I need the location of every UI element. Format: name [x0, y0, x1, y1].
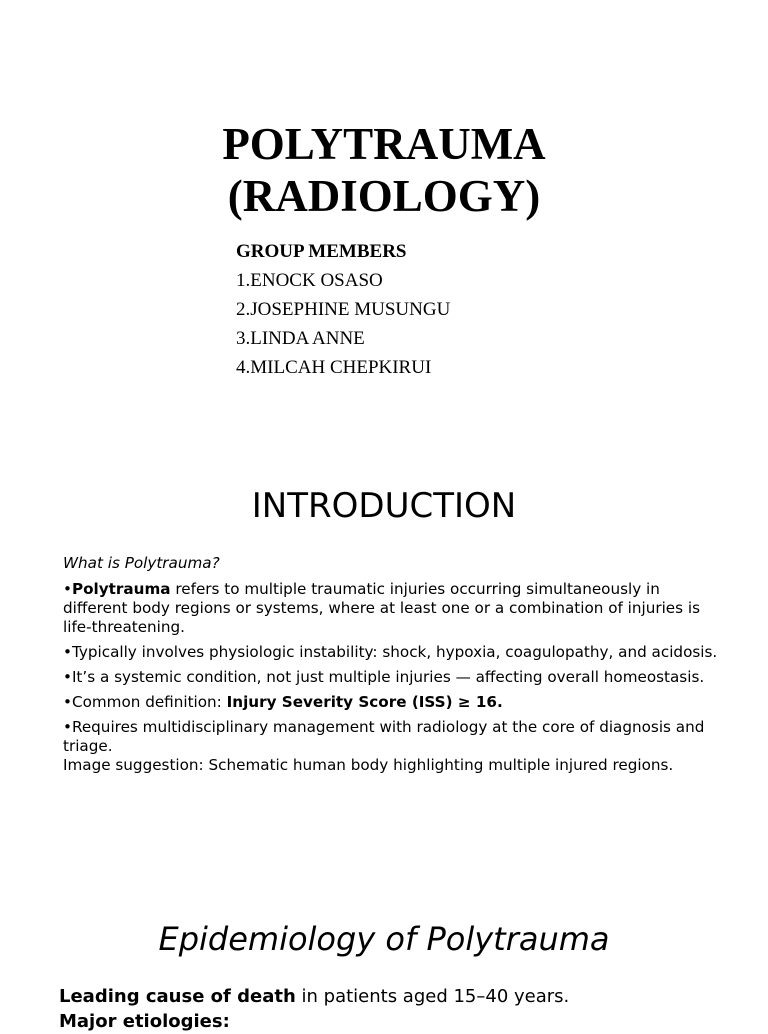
intro-bullet: •Requires multidisciplinary management with radiology at the core of diagnosis and triage. [63, 718, 705, 755]
epi-bold-term: Major etiologies: [59, 1011, 230, 1032]
intro-bullet [63, 693, 723, 712]
epi-bold-term: Leading cause of death [59, 986, 296, 1007]
bullet-text: refers to multiple traumatic injuries occurring simultaneously in different body regions or systems, where at least one or a combination of injuries is life-threatening. [63, 580, 701, 636]
member-item: 1.ENOCK OSASO [236, 270, 383, 291]
intro-bullet: •Typically involves physiologic instability: shock, hypoxia, coagulopathy, and acidosis. [63, 643, 718, 661]
title-line-2: (RADIOLOGY) [227, 171, 541, 221]
member-item: 3.LINDA ANNE [236, 328, 365, 349]
bullet-bold-term: Polytrauma [71, 580, 171, 598]
group-members [236, 237, 450, 382]
image-suggestion: Image suggestion: Schematic human body highlighting multiple injured regions. [63, 756, 674, 774]
bullet-marker: • [63, 580, 72, 598]
intro-bullet [63, 580, 723, 637]
epidemiology-body [59, 984, 739, 1034]
intro-question: What is Polytrauma? [63, 554, 220, 572]
group-members-heading: GROUP MEMBERS [236, 241, 407, 262]
member-item: 4.MILCAH CHEPKIRUI [236, 357, 432, 378]
bullet-bold-term: Injury Severity Score (ISS) ≥ 16. [226, 693, 503, 711]
intro-bullet: •It’s a systemic condition, not just multiple injuries — affecting overall homeostasis. [63, 668, 705, 686]
introduction-body [63, 554, 723, 775]
member-item: 2.JOSEPHINE MUSUNGU [236, 299, 451, 320]
epi-line [59, 1009, 739, 1034]
introduction-heading: INTRODUCTION [251, 486, 517, 526]
epidemiology-heading: Epidemiology of Polytrauma [158, 920, 610, 958]
title-line-1: POLYTRAUMA [222, 119, 546, 169]
epi-text: in patients aged 15–40 years. [295, 986, 570, 1007]
epi-line [59, 984, 739, 1009]
document-title [0, 118, 768, 222]
bullet-text: •Common definition: [63, 693, 227, 711]
